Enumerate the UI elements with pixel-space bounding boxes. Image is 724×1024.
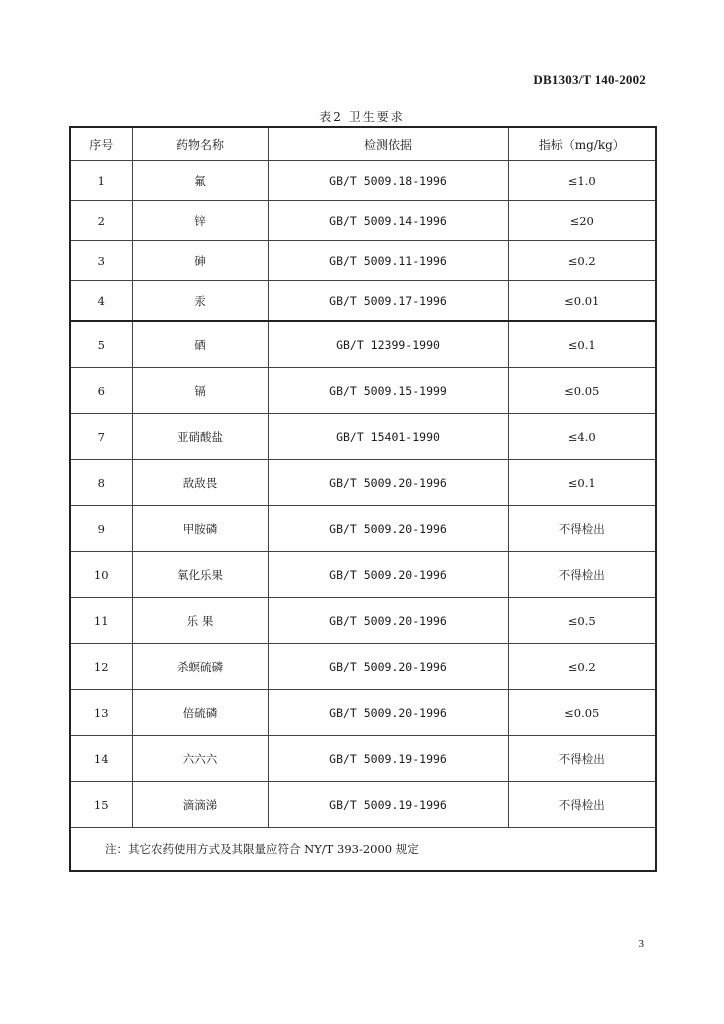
row-limit: 不得检出 bbox=[508, 736, 656, 782]
table-row bbox=[70, 368, 656, 414]
row-limit: ≤0.1 bbox=[508, 460, 656, 506]
row-limit: ≤0.01 bbox=[508, 281, 656, 322]
row-no: 15 bbox=[70, 782, 132, 828]
row-no: 11 bbox=[70, 598, 132, 644]
row-name: 汞 bbox=[132, 281, 268, 322]
row-limit: ≤0.2 bbox=[508, 241, 656, 281]
row-name: 乐 果 bbox=[132, 598, 268, 644]
row-method: GB/T 5009.15-1999 bbox=[268, 368, 508, 414]
row-no: 4 bbox=[70, 281, 132, 322]
row-no: 10 bbox=[70, 552, 132, 598]
row-method: GB/T 5009.20-1996 bbox=[268, 506, 508, 552]
row-method: GB/T 5009.20-1996 bbox=[268, 598, 508, 644]
row-limit: 不得检出 bbox=[508, 552, 656, 598]
row-name: 倍硫磷 bbox=[132, 690, 268, 736]
row-method: GB/T 5009.14-1996 bbox=[268, 201, 508, 241]
table-row bbox=[70, 736, 656, 782]
row-limit: 不得检出 bbox=[508, 506, 656, 552]
table-row bbox=[70, 241, 656, 281]
table-row bbox=[70, 644, 656, 690]
table-row bbox=[70, 506, 656, 552]
row-no: 12 bbox=[70, 644, 132, 690]
row-no: 6 bbox=[70, 368, 132, 414]
row-limit: ≤0.05 bbox=[508, 368, 656, 414]
row-no: 8 bbox=[70, 460, 132, 506]
table-row bbox=[70, 281, 656, 322]
table-header-row bbox=[70, 127, 656, 161]
table-row bbox=[70, 321, 656, 368]
table-row bbox=[70, 414, 656, 460]
row-method: GB/T 5009.17-1996 bbox=[268, 281, 508, 322]
row-no: 9 bbox=[70, 506, 132, 552]
table-title: 表2 卫生要求 bbox=[319, 110, 405, 124]
document-code: DB1303/T 140-2002 bbox=[533, 72, 646, 87]
row-method: GB/T 5009.20-1996 bbox=[268, 690, 508, 736]
row-method: GB/T 5009.20-1996 bbox=[268, 644, 508, 690]
table-note: 注：其它农药使用方式及其限量应符合 NY/T 393-2000 规定 bbox=[70, 828, 656, 872]
table-row bbox=[70, 552, 656, 598]
row-method: GB/T 15401-1990 bbox=[268, 414, 508, 460]
row-no: 14 bbox=[70, 736, 132, 782]
header-limit: 指标（mg/kg） bbox=[508, 127, 656, 161]
row-limit: ≤1.0 bbox=[508, 161, 656, 201]
row-name: 砷 bbox=[132, 241, 268, 281]
row-limit: ≤4.0 bbox=[508, 414, 656, 460]
row-name: 镉 bbox=[132, 368, 268, 414]
row-no: 5 bbox=[70, 321, 132, 368]
row-limit: ≤0.1 bbox=[508, 321, 656, 368]
header-method: 检测依据 bbox=[268, 127, 508, 161]
row-name: 滴滴涕 bbox=[132, 782, 268, 828]
row-limit: 不得检出 bbox=[508, 782, 656, 828]
row-name: 氟 bbox=[132, 161, 268, 201]
row-name: 氧化乐果 bbox=[132, 552, 268, 598]
row-limit: ≤0.05 bbox=[508, 690, 656, 736]
header-no: 序号 bbox=[70, 127, 132, 161]
row-name: 硒 bbox=[132, 321, 268, 368]
row-method: GB/T 5009.11-1996 bbox=[268, 241, 508, 281]
table-row bbox=[70, 598, 656, 644]
row-method: GB/T 5009.20-1996 bbox=[268, 552, 508, 598]
row-no: 3 bbox=[70, 241, 132, 281]
row-name: 杀螟硫磷 bbox=[132, 644, 268, 690]
row-limit: ≤0.5 bbox=[508, 598, 656, 644]
row-name: 亚硝酸盐 bbox=[132, 414, 268, 460]
header-name: 药物名称 bbox=[132, 127, 268, 161]
table-row bbox=[70, 201, 656, 241]
row-no: 13 bbox=[70, 690, 132, 736]
row-no: 7 bbox=[70, 414, 132, 460]
row-name: 甲胺磷 bbox=[132, 506, 268, 552]
table-row bbox=[70, 460, 656, 506]
row-method: GB/T 5009.20-1996 bbox=[268, 460, 508, 506]
row-name: 敌敌畏 bbox=[132, 460, 268, 506]
page-number: 3 bbox=[638, 938, 644, 950]
row-no: 1 bbox=[70, 161, 132, 201]
row-name: 锌 bbox=[132, 201, 268, 241]
hygiene-requirements-table bbox=[69, 126, 657, 872]
row-method: GB/T 12399-1990 bbox=[268, 321, 508, 368]
row-no: 2 bbox=[70, 201, 132, 241]
row-method: GB/T 5009.19-1996 bbox=[268, 782, 508, 828]
row-method: GB/T 5009.18-1996 bbox=[268, 161, 508, 201]
row-limit: ≤0.2 bbox=[508, 644, 656, 690]
row-method: GB/T 5009.19-1996 bbox=[268, 736, 508, 782]
row-name: 六六六 bbox=[132, 736, 268, 782]
table-row bbox=[70, 161, 656, 201]
table-row bbox=[70, 690, 656, 736]
note-row bbox=[70, 828, 656, 872]
row-limit: ≤20 bbox=[508, 201, 656, 241]
table-row bbox=[70, 782, 656, 828]
